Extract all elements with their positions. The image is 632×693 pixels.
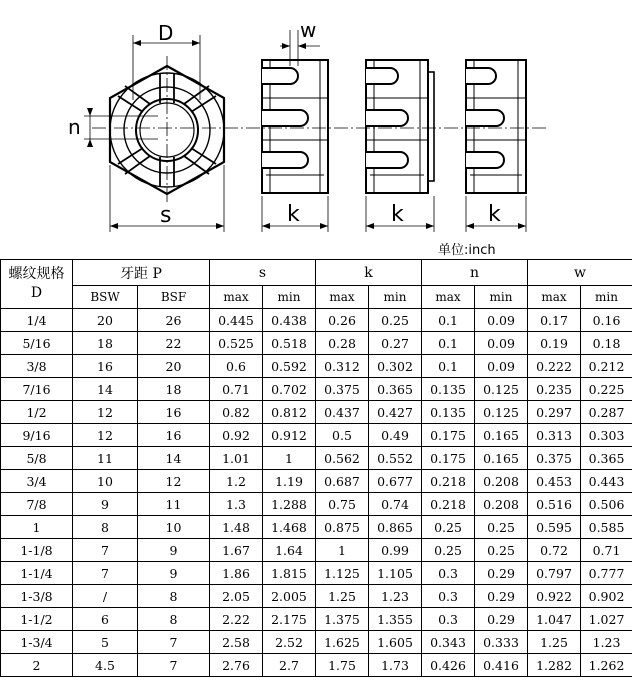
table-cell: 2.52 xyxy=(263,631,316,654)
table-cell: 2.005 xyxy=(263,585,316,608)
header-pitch: 牙距 P xyxy=(73,260,210,286)
header-n: n xyxy=(422,260,528,286)
table-cell: 0.71 xyxy=(210,378,263,401)
table-cell: 1.105 xyxy=(369,562,422,585)
table-cell: 0.865 xyxy=(369,516,422,539)
dim-label-k-3: k xyxy=(488,202,501,227)
table-cell: 8 xyxy=(138,585,210,608)
table-row xyxy=(1,608,632,631)
table-cell: 0.09 xyxy=(475,309,528,332)
table-cell: 7 xyxy=(73,562,138,585)
table-cell: 0.125 xyxy=(475,401,528,424)
table-cell: 11 xyxy=(73,447,138,470)
table-cell: 1-1/4 xyxy=(1,562,73,585)
table-row xyxy=(1,355,632,378)
subheader-k-min: min xyxy=(369,286,422,309)
table-cell: 1.125 xyxy=(316,562,369,585)
dim-label-D: D xyxy=(158,21,174,45)
table-cell: 0.208 xyxy=(475,493,528,516)
table-cell: 5/16 xyxy=(1,332,73,355)
table-cell: 12 xyxy=(138,470,210,493)
subheader-s-max: max xyxy=(210,286,263,309)
table-cell: 0.677 xyxy=(369,470,422,493)
table-cell: 0.287 xyxy=(581,401,632,424)
table-cell: / xyxy=(73,585,138,608)
table-cell: 7 xyxy=(73,539,138,562)
table-cell: 1.375 xyxy=(316,608,369,631)
table-cell: 0.426 xyxy=(422,654,475,677)
table-cell: 2.58 xyxy=(210,631,263,654)
table-cell: 0.25 xyxy=(475,516,528,539)
table-cell: 0.82 xyxy=(210,401,263,424)
table-cell: 1.73 xyxy=(369,654,422,677)
dim-label-k-2: k xyxy=(391,202,404,227)
table-cell: 1 xyxy=(263,447,316,470)
table-row xyxy=(1,378,632,401)
table-cell: 26 xyxy=(138,309,210,332)
table-cell: 2 xyxy=(1,654,73,677)
table-cell: 1.288 xyxy=(263,493,316,516)
table-cell: 1.468 xyxy=(263,516,316,539)
table-cell: 0.777 xyxy=(581,562,632,585)
table-cell: 0.6 xyxy=(210,355,263,378)
table-cell: 0.506 xyxy=(581,493,632,516)
table-cell: 0.29 xyxy=(475,562,528,585)
table-cell: 0.552 xyxy=(369,447,422,470)
table-cell: 0.922 xyxy=(528,585,581,608)
subheader-s-min: min xyxy=(263,286,316,309)
table-cell: 0.175 xyxy=(422,424,475,447)
table-cell: 1.027 xyxy=(581,608,632,631)
table-cell: 0.902 xyxy=(581,585,632,608)
table-cell: 0.18 xyxy=(581,332,632,355)
table-cell: 1.01 xyxy=(210,447,263,470)
table-cell: 0.702 xyxy=(263,378,316,401)
table-cell: 9/16 xyxy=(1,424,73,447)
table-row xyxy=(1,562,632,585)
table-cell: 0.1 xyxy=(422,332,475,355)
table-row xyxy=(1,401,632,424)
table-cell: 0.74 xyxy=(369,493,422,516)
table-cell: 18 xyxy=(73,332,138,355)
subheader-w-max: max xyxy=(528,286,581,309)
hex-top-view xyxy=(84,35,224,232)
dim-label-s: s xyxy=(160,203,172,228)
table-cell: 0.165 xyxy=(475,447,528,470)
table-row xyxy=(1,516,632,539)
table-cell: 0.16 xyxy=(581,309,632,332)
dim-label-k-1: k xyxy=(287,202,300,227)
table-cell: 0.312 xyxy=(316,355,369,378)
table-cell: 5 xyxy=(73,631,138,654)
table-row xyxy=(1,309,632,332)
subheader-bsw: BSW xyxy=(73,286,138,309)
table-cell: 1.48 xyxy=(210,516,263,539)
dim-label-w: w xyxy=(300,18,317,42)
table-row xyxy=(1,631,632,654)
table-cell: 0.92 xyxy=(210,424,263,447)
table-row xyxy=(1,585,632,608)
table-cell: 1.19 xyxy=(263,470,316,493)
table-cell: 7/16 xyxy=(1,378,73,401)
header-spec-label: 螺纹规格 xyxy=(8,266,65,283)
table-row xyxy=(1,447,632,470)
table-cell: 0.28 xyxy=(316,332,369,355)
table-cell: 0.313 xyxy=(528,424,581,447)
table-cell: 1.25 xyxy=(316,585,369,608)
table-cell: 0.303 xyxy=(581,424,632,447)
table-cell: 11 xyxy=(138,493,210,516)
table-cell: 0.218 xyxy=(422,470,475,493)
table-cell: 1.282 xyxy=(528,654,581,677)
table-cell: 9 xyxy=(138,539,210,562)
subheader-n-min: min xyxy=(475,286,528,309)
table-cell: 0.438 xyxy=(263,309,316,332)
table-cell: 0.235 xyxy=(528,378,581,401)
table-cell: 0.49 xyxy=(369,424,422,447)
table-cell: 1/2 xyxy=(1,401,73,424)
table-cell: 10 xyxy=(138,516,210,539)
table-cell: 7/8 xyxy=(1,493,73,516)
table-header-row xyxy=(1,260,632,286)
table-cell: 0.09 xyxy=(475,355,528,378)
table-cell: 7 xyxy=(138,631,210,654)
table-cell: 0.427 xyxy=(369,401,422,424)
table-cell: 0.3 xyxy=(422,562,475,585)
table-cell: 12 xyxy=(73,424,138,447)
table-cell: 18 xyxy=(138,378,210,401)
table-cell: 1-1/8 xyxy=(1,539,73,562)
table-cell: 0.3 xyxy=(422,585,475,608)
table-cell: 3/4 xyxy=(1,470,73,493)
table-cell: 0.09 xyxy=(475,332,528,355)
table-cell: 0.585 xyxy=(581,516,632,539)
header-spec xyxy=(1,260,73,309)
table-cell: 1.67 xyxy=(210,539,263,562)
table-cell: 1-3/4 xyxy=(1,631,73,654)
table-cell: 1.64 xyxy=(263,539,316,562)
table-cell: 2.05 xyxy=(210,585,263,608)
table-cell: 0.592 xyxy=(263,355,316,378)
table-cell: 0.365 xyxy=(369,378,422,401)
table-cell: 1 xyxy=(316,539,369,562)
table-cell: 0.165 xyxy=(475,424,528,447)
table-cell: 0.25 xyxy=(475,539,528,562)
table-row xyxy=(1,470,632,493)
table-cell: 0.333 xyxy=(475,631,528,654)
table-cell: 1.047 xyxy=(528,608,581,631)
table-cell: 1.2 xyxy=(210,470,263,493)
table-cell: 0.443 xyxy=(581,470,632,493)
table-cell: 14 xyxy=(73,378,138,401)
table-cell: 1.25 xyxy=(528,631,581,654)
table-cell: 0.25 xyxy=(369,309,422,332)
header-w: w xyxy=(528,260,632,286)
table-cell: 8 xyxy=(73,516,138,539)
table-cell: 0.135 xyxy=(422,378,475,401)
table-cell: 0.125 xyxy=(475,378,528,401)
table-cell: 0.595 xyxy=(528,516,581,539)
table-cell: 4.5 xyxy=(73,654,138,677)
table-cell: 0.453 xyxy=(528,470,581,493)
table-cell: 1.355 xyxy=(369,608,422,631)
table-cell: 0.218 xyxy=(422,493,475,516)
table-cell: 0.375 xyxy=(528,447,581,470)
subheader-bsf: BSF xyxy=(138,286,210,309)
table-cell: 1/4 xyxy=(1,309,73,332)
table-row xyxy=(1,539,632,562)
table-cell: 2.76 xyxy=(210,654,263,677)
unit-label: 单位:inch xyxy=(438,243,496,258)
table-cell: 1.23 xyxy=(369,585,422,608)
table-cell: 0.343 xyxy=(422,631,475,654)
table-cell: 1.86 xyxy=(210,562,263,585)
table-cell: 0.297 xyxy=(528,401,581,424)
table-cell: 1-1/2 xyxy=(1,608,73,631)
table-cell: 20 xyxy=(73,309,138,332)
table-cell: 0.5 xyxy=(316,424,369,447)
table-cell: 1.3 xyxy=(210,493,263,516)
table-cell: 0.912 xyxy=(263,424,316,447)
table-cell: 14 xyxy=(138,447,210,470)
table-cell: 0.25 xyxy=(422,539,475,562)
table-cell: 0.212 xyxy=(581,355,632,378)
table-cell: 0.812 xyxy=(263,401,316,424)
table-cell: 1.23 xyxy=(581,631,632,654)
table-cell: 2.22 xyxy=(210,608,263,631)
table-cell: 0.17 xyxy=(528,309,581,332)
nut-technical-drawing xyxy=(0,0,632,258)
table-cell: 3/8 xyxy=(1,355,73,378)
table-cell: 0.687 xyxy=(316,470,369,493)
table-cell: 22 xyxy=(138,332,210,355)
table-cell: 9 xyxy=(138,562,210,585)
subheader-n-max: max xyxy=(422,286,475,309)
table-cell: 9 xyxy=(73,493,138,516)
table-cell: 0.445 xyxy=(210,309,263,332)
table-cell: 1 xyxy=(1,516,73,539)
table-cell: 7 xyxy=(138,654,210,677)
table-cell: 1.75 xyxy=(316,654,369,677)
table-cell: 1-3/8 xyxy=(1,585,73,608)
table-cell: 2.175 xyxy=(263,608,316,631)
table-cell: 0.875 xyxy=(316,516,369,539)
table-cell: 0.518 xyxy=(263,332,316,355)
table-cell: 0.1 xyxy=(422,309,475,332)
table-subheader-row xyxy=(1,286,632,309)
table-cell: 0.797 xyxy=(528,562,581,585)
header-s: s xyxy=(210,260,316,286)
table-cell: 0.29 xyxy=(475,585,528,608)
table-cell: 8 xyxy=(138,608,210,631)
table-cell: 0.3 xyxy=(422,608,475,631)
table-cell: 1.625 xyxy=(316,631,369,654)
table-cell: 1.262 xyxy=(581,654,632,677)
table-cell: 0.175 xyxy=(422,447,475,470)
table-cell: 0.525 xyxy=(210,332,263,355)
table-cell: 0.208 xyxy=(475,470,528,493)
spec-table xyxy=(0,259,632,677)
table-cell: 6 xyxy=(73,608,138,631)
header-spec-sub: D xyxy=(30,285,43,301)
table-cell: 20 xyxy=(138,355,210,378)
table-cell: 1.815 xyxy=(263,562,316,585)
subheader-w-min: min xyxy=(581,286,632,309)
table-cell: 0.562 xyxy=(316,447,369,470)
table-cell: 16 xyxy=(138,401,210,424)
table-cell: 0.27 xyxy=(369,332,422,355)
table-cell: 0.72 xyxy=(528,539,581,562)
dim-label-n: n xyxy=(68,115,81,139)
table-cell: 0.75 xyxy=(316,493,369,516)
table-cell: 0.19 xyxy=(528,332,581,355)
table-cell: 16 xyxy=(73,355,138,378)
table-cell: 0.99 xyxy=(369,539,422,562)
table-cell: 2.7 xyxy=(263,654,316,677)
table-cell: 16 xyxy=(138,424,210,447)
table-cell: 0.416 xyxy=(475,654,528,677)
table-cell: 0.25 xyxy=(422,516,475,539)
table-cell: 0.26 xyxy=(316,309,369,332)
table-cell: 12 xyxy=(73,401,138,424)
table-cell: 0.225 xyxy=(581,378,632,401)
table-cell: 0.365 xyxy=(581,447,632,470)
table-row xyxy=(1,493,632,516)
table-cell: 0.1 xyxy=(422,355,475,378)
table-cell: 1.605 xyxy=(369,631,422,654)
table-cell: 5/8 xyxy=(1,447,73,470)
table-cell: 0.375 xyxy=(316,378,369,401)
table-cell: 10 xyxy=(73,470,138,493)
table-cell: 0.437 xyxy=(316,401,369,424)
header-k: k xyxy=(316,260,422,286)
table-cell: 0.516 xyxy=(528,493,581,516)
table-row xyxy=(1,332,632,355)
table-cell: 0.302 xyxy=(369,355,422,378)
table-row xyxy=(1,654,632,677)
table-cell: 0.29 xyxy=(475,608,528,631)
table-cell: 0.222 xyxy=(528,355,581,378)
table-row xyxy=(1,424,632,447)
subheader-k-max: max xyxy=(316,286,369,309)
table-cell: 0.71 xyxy=(581,539,632,562)
table-cell: 0.135 xyxy=(422,401,475,424)
